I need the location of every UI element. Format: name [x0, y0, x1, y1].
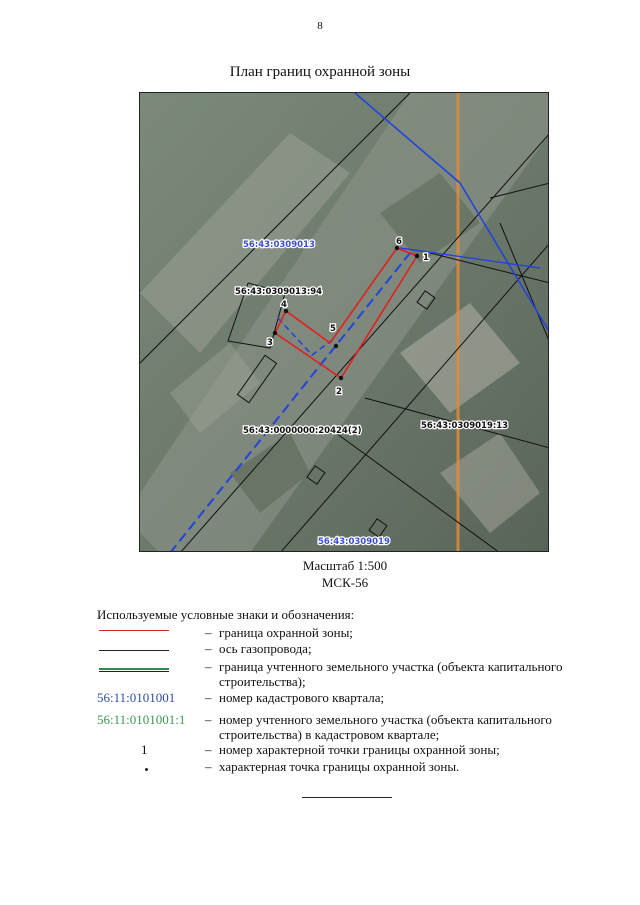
legend-dash: –	[205, 742, 212, 757]
point-2	[339, 376, 343, 380]
quarter-label-bottom: 56:43:0309019	[318, 537, 390, 547]
projection-line: МСК-56	[321, 575, 369, 590]
red-line-symbol	[99, 630, 169, 631]
page-number: 8	[317, 20, 323, 32]
dark-thin-line-symbol	[99, 671, 169, 672]
point-label-4: 4	[281, 300, 287, 310]
green-line-symbol	[99, 668, 169, 670]
legend-text: номер учтенного земельного участка (объекта капитального строительства) в кадастровом квартале;	[219, 712, 552, 742]
parcel-label-94: 56:43:0309013:94	[235, 287, 323, 297]
point-1	[415, 254, 419, 258]
scale-block	[0, 557, 640, 591]
point-label-5: 5	[330, 324, 336, 334]
point-3	[273, 331, 277, 335]
point-label-3: 3	[267, 338, 273, 348]
point-label-6: 6	[396, 237, 402, 247]
point-label-2: 2	[336, 387, 342, 397]
legend-dash: –	[205, 759, 212, 774]
dark-line-symbol	[99, 650, 169, 651]
legend-dash: –	[205, 625, 212, 640]
legend-dash: –	[205, 659, 212, 674]
point-number-sample: 1	[141, 742, 148, 757]
legend-text: характерная точка границы охранной зоны.	[219, 759, 460, 774]
legend-text: граница охранной зоны;	[219, 625, 353, 640]
scale-line: Масштаб 1:500	[302, 558, 388, 573]
point-dot-symbol	[145, 768, 148, 771]
plan-title: План границ охранной зоны	[229, 64, 411, 80]
parcel-label-13: 56:43:0309019:13	[421, 421, 509, 431]
parcel-label-road: 56:43:0000000:20424(2)	[243, 426, 362, 436]
legend-dash: –	[205, 641, 212, 656]
parcel-number-sample: 56:11:0101001:1	[97, 712, 186, 727]
legend-symbol	[97, 712, 197, 727]
legend-symbol	[97, 759, 197, 774]
legend-symbol	[97, 641, 197, 656]
point-label-1: 1	[423, 253, 429, 263]
legend-symbol	[97, 625, 197, 640]
closing-rule	[302, 797, 392, 798]
legend-symbol	[97, 659, 197, 674]
legend-symbol	[97, 690, 197, 705]
legend-text: номер характерной точки границы охранной зоны;	[219, 742, 500, 757]
legend-text: граница учтенного земельного участка (объекта капитального строительства);	[219, 659, 563, 689]
legend-text: ось газопровода;	[219, 641, 312, 656]
legend-dash: –	[205, 690, 212, 705]
point-5	[334, 344, 338, 348]
legend-heading: Используемые условные знаки и обозначения:	[97, 607, 355, 622]
quarter-number-sample: 56:11:0101001	[97, 690, 176, 705]
map-svg	[140, 93, 549, 552]
legend-dash: –	[205, 712, 212, 727]
quarter-label-top: 56:43:0309013	[243, 240, 315, 250]
legend-symbol	[97, 742, 197, 757]
legend-text: номер кадастрового квартала;	[219, 690, 385, 705]
cadastral-map	[139, 92, 549, 552]
